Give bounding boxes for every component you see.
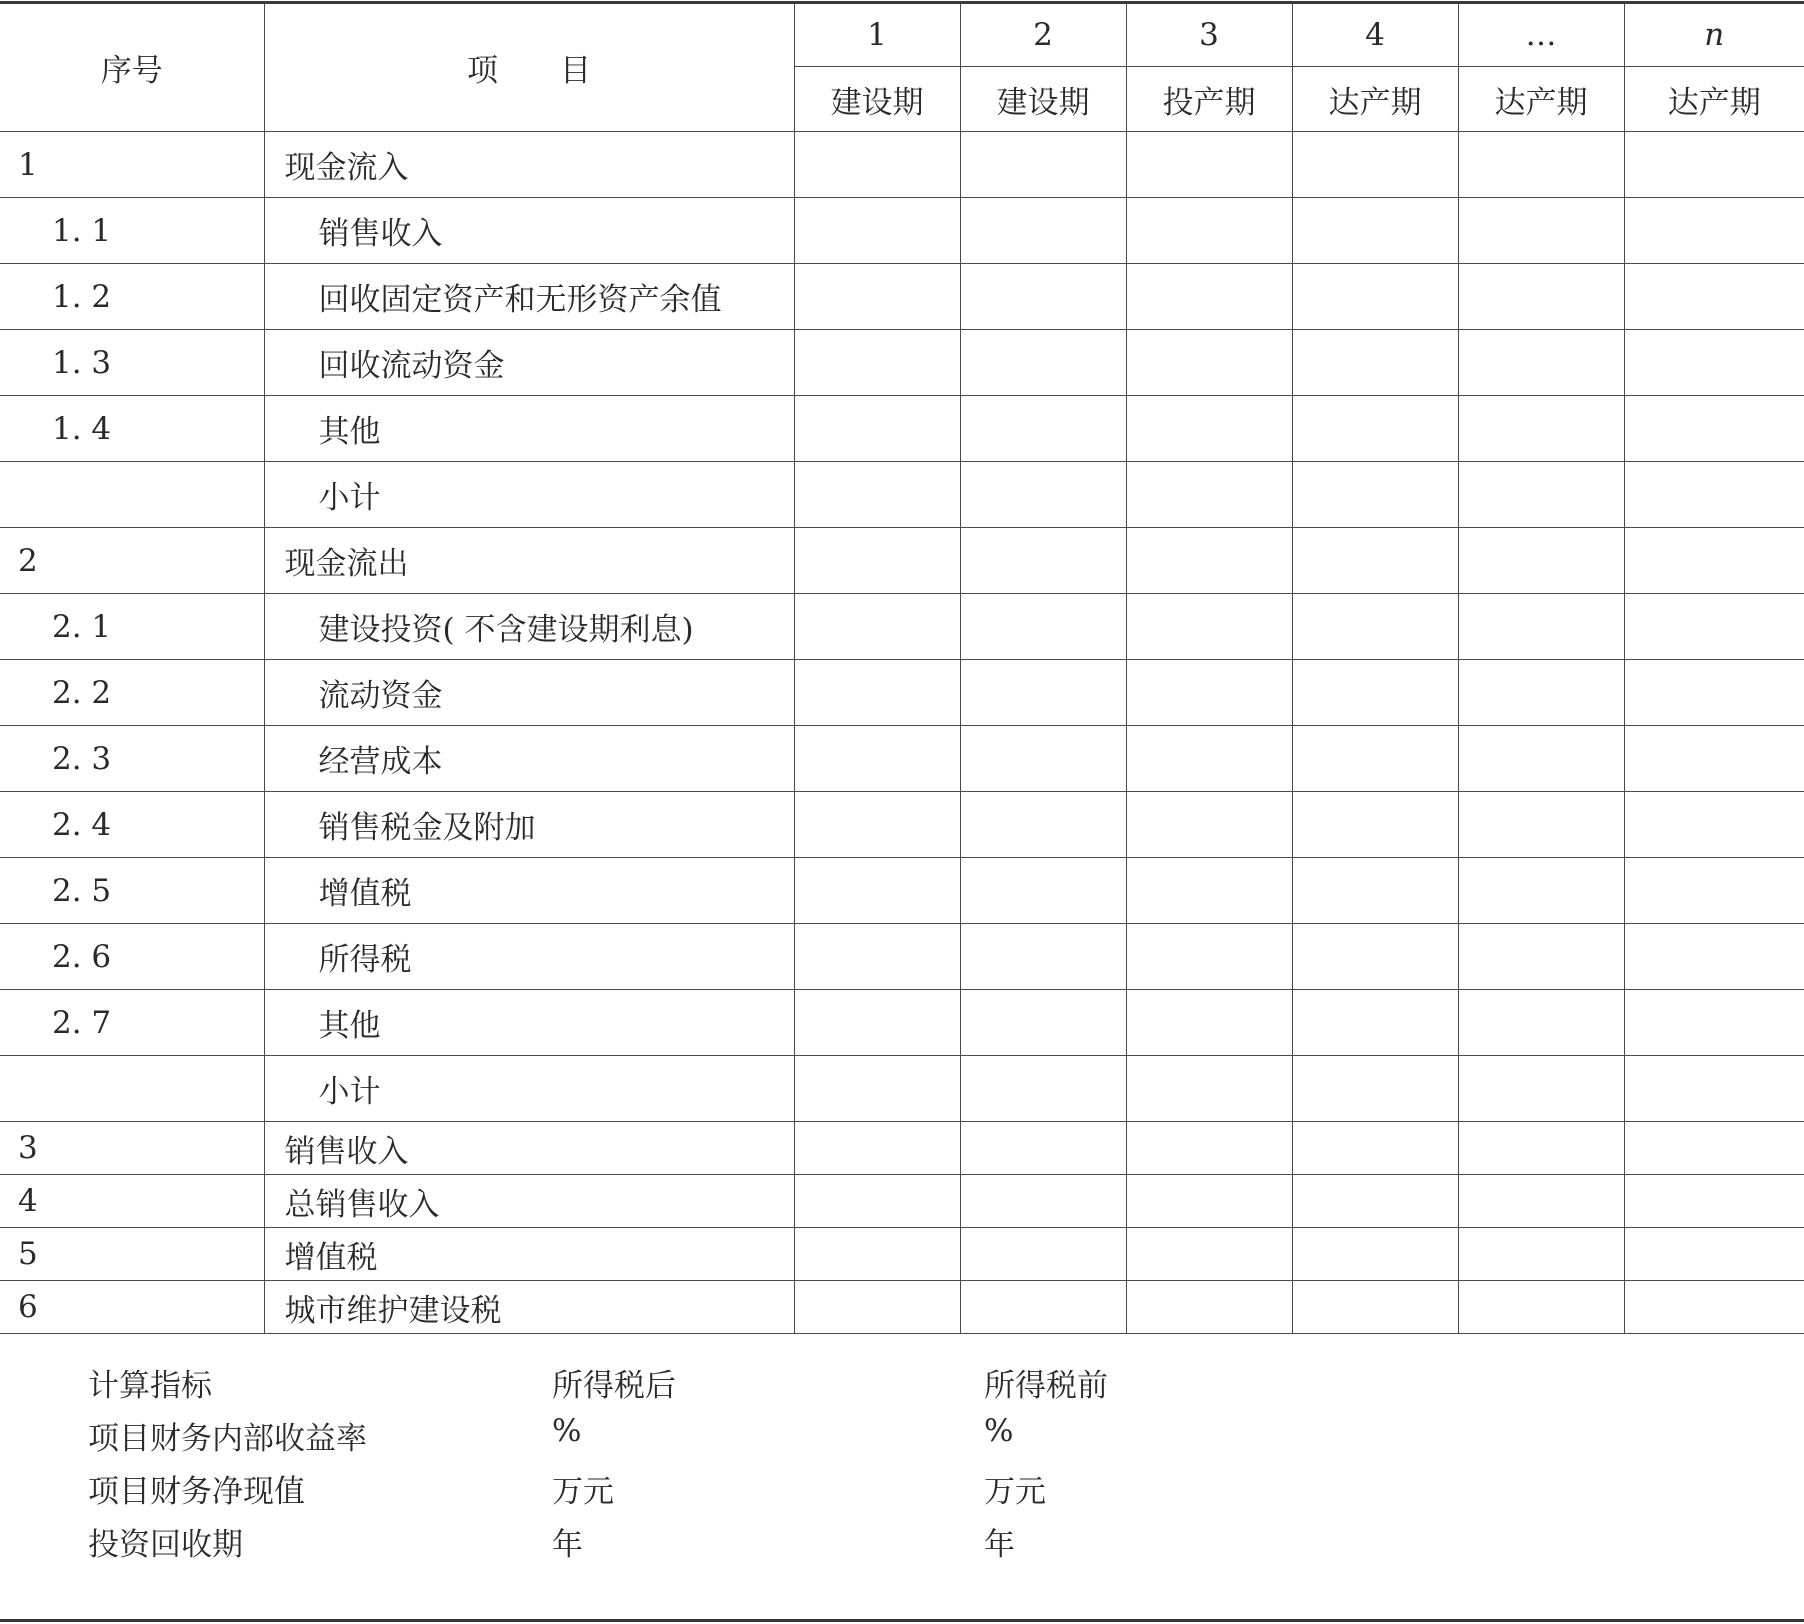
period-value-cell (960, 462, 1126, 528)
row-number: 6 (0, 1281, 264, 1334)
row-item: 增值税 (264, 1228, 794, 1281)
period-value-cell (1292, 462, 1458, 528)
period-value-cell (1624, 924, 1804, 990)
period-value-cell (1458, 330, 1624, 396)
indicator-row (0, 1413, 1804, 1466)
period-value-cell (1292, 660, 1458, 726)
period-value-cell (960, 1122, 1126, 1175)
table-row (0, 1281, 1804, 1334)
period-value-cell (1458, 462, 1624, 528)
table-row (0, 858, 1804, 924)
row-number: 2. 5 (0, 858, 264, 924)
period-value-cell (794, 132, 960, 198)
period-value-cell (1624, 396, 1804, 462)
period-value-cell (1458, 132, 1624, 198)
header-period-stage: 建设期 (794, 67, 960, 132)
row-item: 回收固定资产和无形资产余值 (264, 264, 794, 330)
period-value-cell (1126, 594, 1292, 660)
period-value-cell (960, 792, 1126, 858)
row-item: 流动资金 (264, 660, 794, 726)
period-value-cell (1126, 1175, 1292, 1228)
period-value-cell (1624, 792, 1804, 858)
period-value-cell (794, 1122, 960, 1175)
indicator-before-tax-unit: 年 (984, 1527, 1015, 1563)
indicator-label: 项目财务净现值 (88, 1474, 305, 1510)
period-value-cell (1292, 1175, 1458, 1228)
row-number: 1. 4 (0, 396, 264, 462)
row-number (0, 1056, 264, 1122)
row-number: 1. 3 (0, 330, 264, 396)
indicator-header-label: 计算指标 (88, 1368, 212, 1404)
period-value-cell (1624, 264, 1804, 330)
row-number: 3 (0, 1122, 264, 1175)
row-item: 现金流入 (264, 132, 794, 198)
indicator-after-tax-unit: 年 (552, 1527, 583, 1563)
table-row (0, 132, 1804, 198)
period-value-cell (1458, 528, 1624, 594)
header-period-num: … (1458, 4, 1624, 67)
period-value-cell (794, 858, 960, 924)
table-row (0, 1056, 1804, 1122)
period-value-cell (1292, 726, 1458, 792)
header-item: 项 目 (264, 4, 794, 132)
table-row (0, 1122, 1804, 1175)
period-value-cell (1458, 198, 1624, 264)
row-number: 1 (0, 132, 264, 198)
period-value-cell (960, 924, 1126, 990)
period-value-cell (1624, 1175, 1804, 1228)
period-value-cell (960, 330, 1126, 396)
period-value-cell (1624, 1122, 1804, 1175)
row-item: 所得税 (264, 924, 794, 990)
period-value-cell (1126, 132, 1292, 198)
period-value-cell (794, 462, 960, 528)
row-number: 2. 6 (0, 924, 264, 990)
period-value-cell (1126, 1056, 1292, 1122)
period-value-cell (794, 1281, 960, 1334)
calculation-indicators (0, 1360, 1804, 1572)
period-value-cell (1458, 726, 1624, 792)
period-value-cell (1292, 528, 1458, 594)
period-value-cell (794, 198, 960, 264)
table-row (0, 1228, 1804, 1281)
table-row (0, 924, 1804, 990)
period-value-cell (794, 594, 960, 660)
period-value-cell (794, 792, 960, 858)
period-value-cell (1292, 1281, 1458, 1334)
indicator-header-row (0, 1360, 1804, 1413)
table-row (0, 660, 1804, 726)
row-number: 2. 1 (0, 594, 264, 660)
row-item: 小计 (264, 1056, 794, 1122)
indicator-row (0, 1466, 1804, 1519)
bottom-rule (0, 1619, 1804, 1622)
row-item: 回收流动资金 (264, 330, 794, 396)
row-item: 总销售收入 (264, 1175, 794, 1228)
period-value-cell (1292, 1228, 1458, 1281)
table-row (0, 792, 1804, 858)
row-item: 建设投资( 不含建设期利息) (264, 594, 794, 660)
row-item: 其他 (264, 396, 794, 462)
period-value-cell (794, 660, 960, 726)
period-value-cell (960, 660, 1126, 726)
period-value-cell (1126, 462, 1292, 528)
row-item: 经营成本 (264, 726, 794, 792)
header-no: 序号 (0, 4, 264, 132)
row-item: 小计 (264, 462, 794, 528)
period-value-cell (1458, 924, 1624, 990)
period-value-cell (1126, 528, 1292, 594)
period-value-cell (794, 1228, 960, 1281)
table-row (0, 462, 1804, 528)
indicator-row (0, 1519, 1804, 1572)
header-period-num: n (1624, 4, 1804, 67)
period-value-cell (1126, 924, 1292, 990)
period-value-cell (1292, 924, 1458, 990)
table-body (0, 132, 1804, 1334)
period-value-cell (1126, 264, 1292, 330)
row-number: 2 (0, 528, 264, 594)
period-value-cell (1624, 462, 1804, 528)
period-value-cell (794, 396, 960, 462)
period-value-cell (794, 528, 960, 594)
period-value-cell (1126, 330, 1292, 396)
indicator-header-before-tax: 所得税前 (984, 1368, 1108, 1404)
period-value-cell (1624, 726, 1804, 792)
period-value-cell (1292, 396, 1458, 462)
header-period-stage: 达产期 (1292, 67, 1458, 132)
row-item: 其他 (264, 990, 794, 1056)
period-value-cell (1126, 792, 1292, 858)
period-value-cell (1458, 594, 1624, 660)
period-value-cell (1458, 660, 1624, 726)
indicator-before-tax-unit: 万元 (984, 1474, 1046, 1510)
period-value-cell (1292, 990, 1458, 1056)
row-number: 4 (0, 1175, 264, 1228)
period-value-cell (1292, 330, 1458, 396)
table-row (0, 990, 1804, 1056)
period-value-cell (1292, 132, 1458, 198)
period-value-cell (1126, 1281, 1292, 1334)
table-row (0, 198, 1804, 264)
period-value-cell (1126, 1122, 1292, 1175)
header-period-num: 1 (794, 4, 960, 67)
period-value-cell (1624, 528, 1804, 594)
period-value-cell (1126, 726, 1292, 792)
period-value-cell (1126, 990, 1292, 1056)
row-item: 销售收入 (264, 198, 794, 264)
period-value-cell (794, 1175, 960, 1228)
period-value-cell (1458, 1228, 1624, 1281)
indicator-after-tax-unit: % (552, 1413, 582, 1449)
table-row (0, 594, 1804, 660)
period-value-cell (960, 132, 1126, 198)
indicator-label: 投资回收期 (88, 1527, 243, 1563)
header-period-num: 4 (1292, 4, 1458, 67)
period-value-cell (1458, 792, 1624, 858)
period-value-cell (960, 990, 1126, 1056)
table-row (0, 726, 1804, 792)
table-row (0, 330, 1804, 396)
header-period-stage: 建设期 (960, 67, 1126, 132)
period-value-cell (1458, 990, 1624, 1056)
period-value-cell (1126, 396, 1292, 462)
row-item: 销售收入 (264, 1122, 794, 1175)
period-value-cell (1624, 198, 1804, 264)
period-value-cell (960, 528, 1126, 594)
period-value-cell (1126, 660, 1292, 726)
row-item: 增值税 (264, 858, 794, 924)
period-value-cell (1624, 132, 1804, 198)
period-value-cell (960, 858, 1126, 924)
row-item: 销售税金及附加 (264, 792, 794, 858)
table-row (0, 264, 1804, 330)
period-value-cell (1292, 1056, 1458, 1122)
period-value-cell (1458, 1281, 1624, 1334)
period-value-cell (1458, 264, 1624, 330)
period-value-cell (1624, 990, 1804, 1056)
period-value-cell (1292, 792, 1458, 858)
header-period-stage: 达产期 (1624, 67, 1804, 132)
row-item: 城市维护建设税 (264, 1281, 794, 1334)
period-value-cell (960, 726, 1126, 792)
period-value-cell (1292, 858, 1458, 924)
period-value-cell (960, 264, 1126, 330)
period-value-cell (960, 396, 1126, 462)
period-value-cell (1458, 1056, 1624, 1122)
period-value-cell (1126, 1228, 1292, 1281)
header-period-num: 2 (960, 4, 1126, 67)
period-value-cell (794, 726, 960, 792)
period-value-cell (960, 1056, 1126, 1122)
indicator-label: 项目财务内部收益率 (88, 1421, 367, 1457)
period-value-cell (960, 1175, 1126, 1228)
table-row (0, 1175, 1804, 1228)
row-number: 2. 7 (0, 990, 264, 1056)
period-value-cell (960, 1228, 1126, 1281)
period-value-cell (794, 990, 960, 1056)
period-value-cell (1624, 660, 1804, 726)
cash-flow-table (0, 4, 1804, 1334)
period-value-cell (960, 1281, 1126, 1334)
table-row (0, 528, 1804, 594)
period-value-cell (1458, 858, 1624, 924)
indicator-header-after-tax: 所得税后 (552, 1368, 676, 1404)
period-value-cell (960, 198, 1126, 264)
period-value-cell (1292, 1122, 1458, 1175)
indicator-after-tax-unit: 万元 (552, 1474, 614, 1510)
period-value-cell (1624, 330, 1804, 396)
period-value-cell (1624, 1228, 1804, 1281)
row-number: 2. 3 (0, 726, 264, 792)
header-row-numbers (0, 4, 1804, 67)
row-number: 1. 2 (0, 264, 264, 330)
period-value-cell (794, 264, 960, 330)
period-value-cell (1624, 1281, 1804, 1334)
period-value-cell (794, 330, 960, 396)
period-value-cell (1624, 858, 1804, 924)
period-value-cell (1624, 594, 1804, 660)
header-period-stage: 达产期 (1458, 67, 1624, 132)
period-value-cell (1458, 1122, 1624, 1175)
period-value-cell (1458, 1175, 1624, 1228)
indicator-before-tax-unit: % (984, 1413, 1014, 1449)
header-period-stage: 投产期 (1126, 67, 1292, 132)
period-value-cell (1126, 198, 1292, 264)
row-number: 1. 1 (0, 198, 264, 264)
table-row (0, 396, 1804, 462)
period-value-cell (1292, 198, 1458, 264)
row-number (0, 462, 264, 528)
row-number: 5 (0, 1228, 264, 1281)
period-value-cell (1292, 264, 1458, 330)
period-value-cell (1292, 594, 1458, 660)
row-number: 2. 4 (0, 792, 264, 858)
row-number: 2. 2 (0, 660, 264, 726)
period-value-cell (794, 1056, 960, 1122)
period-value-cell (1624, 1056, 1804, 1122)
period-value-cell (960, 594, 1126, 660)
header-period-num: 3 (1126, 4, 1292, 67)
period-value-cell (1126, 858, 1292, 924)
period-value-cell (794, 924, 960, 990)
row-item: 现金流出 (264, 528, 794, 594)
period-value-cell (1458, 396, 1624, 462)
